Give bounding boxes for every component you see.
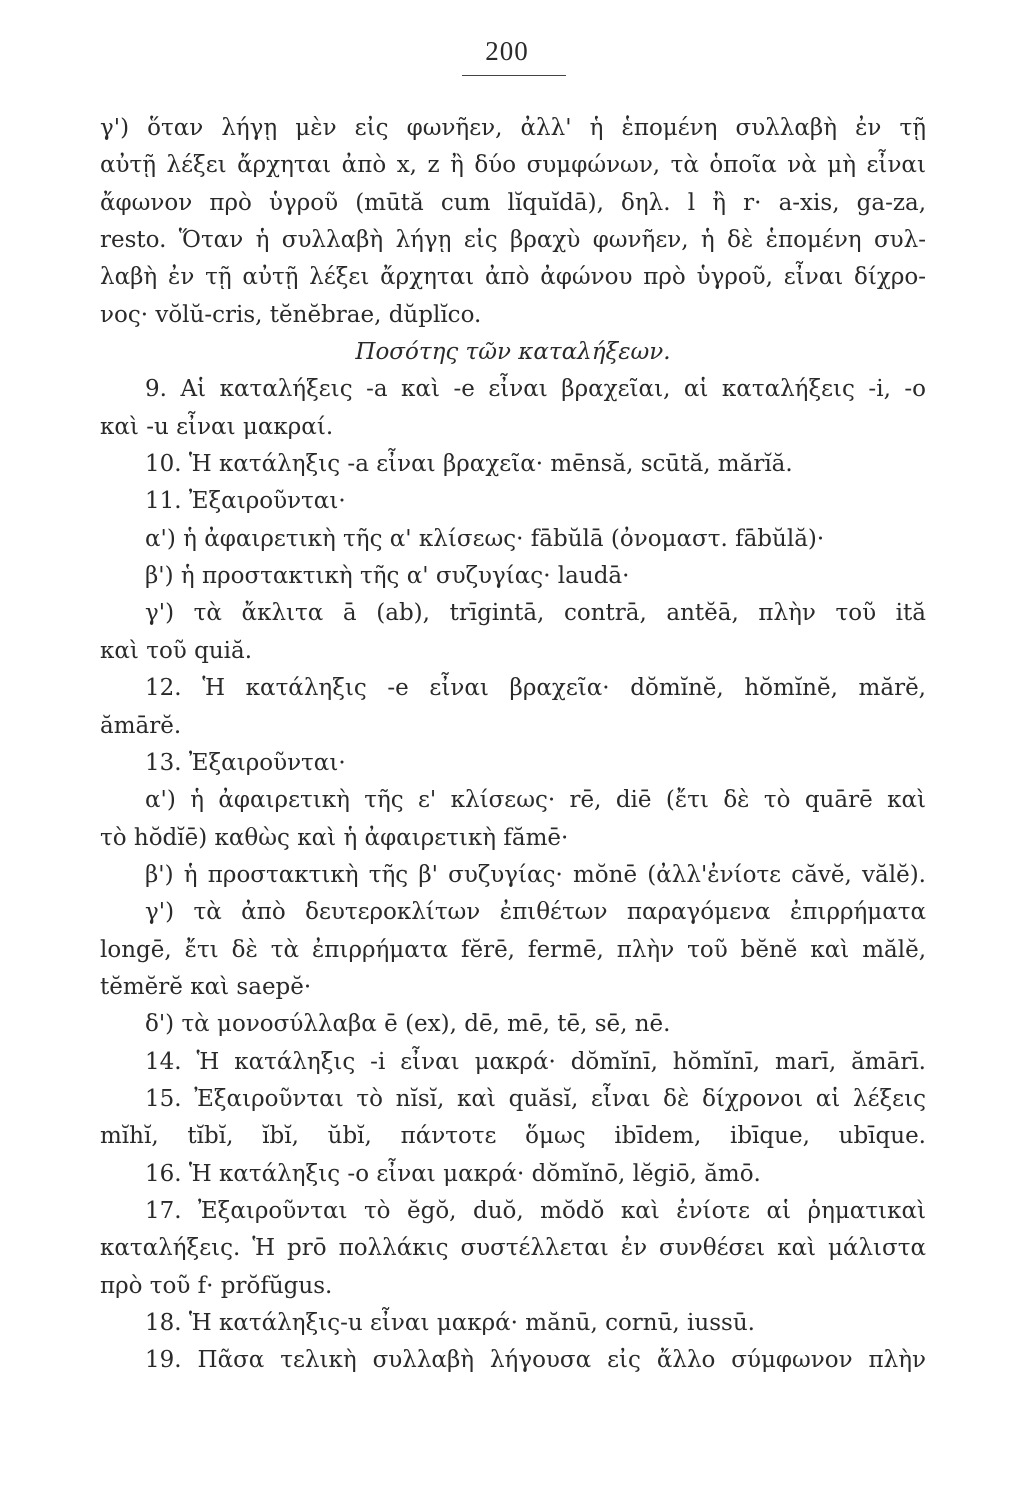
text-line: πρὸ τοῦ f· prŏfŭgus. bbox=[100, 1272, 333, 1299]
text-line: 17. Ἐξαιροῦνται τὸ ĕgŏ, duŏ, mŏdŏ καὶ ἐνίοτε αἱ ῥηματικαὶ bbox=[145, 1197, 926, 1224]
text-line: γ') ὅταν λήγῃ μὲν εἰς φωνῆεν, ἀλλ' ἡ ἑπομένη συλλαβὴ ἐν τῇ bbox=[100, 115, 926, 141]
text-line: 14. Ἡ κατάληξις -i εἶναι μακρά· dŏmĭnī, hŏmĭnī, marī, ămārī. bbox=[145, 1048, 926, 1075]
text-line: γ') τὰ ἄκλιτα ā (ab), trīgintā, contrā, antĕā, πλὴν τοῦ ită bbox=[145, 600, 926, 627]
text-line: 10. Ἡ κατάληξις -a εἶναι βραχεῖα· mēnsă, scūtă, mărĭă. bbox=[145, 451, 793, 478]
text-line: ămārĕ. bbox=[100, 712, 182, 739]
text-line: 15. Ἐξαιροῦνται τὸ nĭsĭ, καὶ quăsĭ, εἶναι δὲ δίχρονοι αἱ λέξεις bbox=[145, 1085, 926, 1112]
text-line: καὶ τοῦ quiă. bbox=[100, 637, 253, 664]
body-text bbox=[100, 110, 926, 1380]
text-line: 9. Αἱ καταλήξεις -a καὶ -e εἶναι βραχεῖαι, αἱ καταλήξεις -i, -o bbox=[145, 376, 926, 403]
text-line: β') ἡ προστακτικὴ τῆς α' συζυγίας· laudā· bbox=[145, 563, 630, 590]
text-line: mĭhĭ, tĭbĭ, ĭbĭ, ŭbĭ, πάντοτε ὅμως ibīdem, ibīque, ubīque. bbox=[100, 1123, 926, 1150]
text-line: 12. Ἡ κατάληξις -e εἶναι βραχεῖα· dŏmĭnĕ, hŏmĭnĕ, mărĕ, bbox=[145, 675, 926, 702]
section-heading: Ποσότης τῶν καταλήξεων. bbox=[355, 339, 671, 366]
text-line: longē, ἔτι δὲ τὰ ἐπιρρήματα fĕrē, fermē, πλὴν τοῦ bĕnĕ καὶ mălĕ, bbox=[100, 936, 926, 963]
text-line: αὐτῇ λέξει ἄρχηται ἀπὸ x, z ἢ δύο συμφώνων, τὰ ὁποῖα νὰ μὴ εἶναι bbox=[100, 152, 926, 179]
text-line: ἄφωνον πρὸ ὑγροῦ (mūtă cum lĭquĭdā), δηλ. l ἢ r· a-xis, ga-za, bbox=[100, 189, 926, 216]
text-line: γ') τὰ ἀπὸ δευτεροκλίτων ἐπιθέτων παραγόμενα ἐπιρρήματα bbox=[145, 899, 926, 926]
text-line: 13. Ἐξαιροῦνται· bbox=[145, 749, 346, 776]
text-line: καταλήξεις. Ἡ prō πολλάκις συστέλλεται ἐν συνθέσει καὶ μάλιστα bbox=[100, 1235, 926, 1262]
text-line: β') ἡ προστακτικὴ τῆς β' συζυγίας· mŏnē (ἀλλ'ἐνίοτε căvĕ, vălĕ). bbox=[145, 861, 926, 888]
header-rule bbox=[462, 75, 566, 76]
text-line: τὸ hŏdĭē) καθὼς καὶ ἡ ἀφαιρετικὴ fămē· bbox=[100, 824, 569, 851]
text-line: 11. Ἐξαιροῦνται· bbox=[145, 488, 346, 515]
text-line: νος· vŏlŭ-cris, tĕnĕbrae, dŭplĭco. bbox=[100, 301, 482, 328]
text-line: 16. Ἡ κατάληξις -o εἶναι μακρά· dŏmĭnō, lĕgiō, ămō. bbox=[145, 1160, 761, 1187]
text-line: δ') τὰ μονοσύλλαβα ē (ex), dē, mē, tē, sē, nē. bbox=[145, 1011, 671, 1038]
text-line: resto. Ὅταν ἡ συλλαβὴ λήγῃ εἰς βραχὺ φωνῆεν, ἡ δὲ ἑπομένη συλ- bbox=[100, 227, 926, 254]
page-number: 200 bbox=[485, 36, 529, 66]
text-line: α') ἡ ἀφαιρετικὴ τῆς ε' κλίσεως· rē, diē (ἔτι δὲ τὸ quārē καὶ bbox=[145, 787, 926, 814]
text-line: α') ἡ ἀφαιρετικὴ τῆς α' κλίσεως· fābŭlā (ὀνομαστ. fābŭlă)· bbox=[145, 525, 825, 552]
text-line: 19. Πᾶσα τελικὴ συλλαβὴ λήγουσα εἰς ἄλλο σύμφωνον πλὴν bbox=[145, 1347, 926, 1374]
text-line: tĕmĕrĕ καὶ saepĕ· bbox=[100, 973, 312, 1000]
text-line: λαβὴ ἐν τῇ αὐτῇ λέξει ἄρχηται ἀπὸ ἀφώνου πρὸ ὑγροῦ, εἶναι δίχρο- bbox=[100, 264, 926, 291]
text-line: καὶ -u εἶναι μακραί. bbox=[100, 413, 334, 440]
text-line: 18. Ἡ κατάληξις-u εἶναι μακρά· mănū, cornū, iussū. bbox=[145, 1310, 755, 1336]
